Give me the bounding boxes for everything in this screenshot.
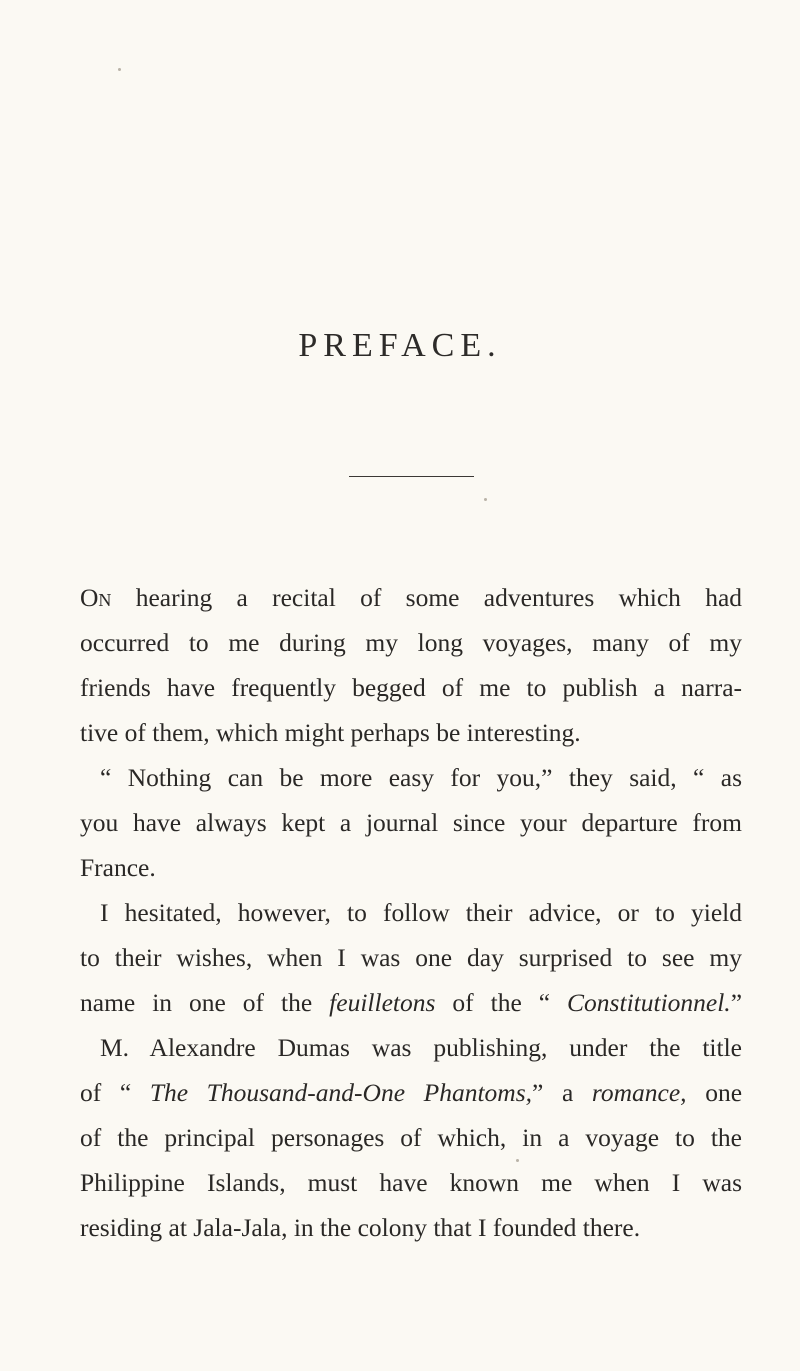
italic-term: Constitutionnel. (567, 988, 731, 1017)
line-text: of “ (80, 1078, 132, 1107)
text-line: of the principal personages of which, in a voyage to the (80, 1123, 742, 1152)
paper-speck (118, 68, 121, 71)
paragraph-4 (80, 1025, 742, 1250)
paragraph-3 (80, 890, 742, 1025)
line-text: one (705, 1078, 743, 1107)
line-text: ” (730, 988, 743, 1017)
paper-speck (516, 1159, 519, 1162)
opening-word: On (80, 583, 112, 612)
text-line (80, 980, 742, 1025)
text-line: tive of them, which might perhaps be interesting. (80, 718, 581, 747)
text-line: “ Nothing can be more easy for you,” they said, “ as (100, 763, 742, 792)
title-divider (349, 476, 474, 477)
text-line: residing at Jala-Jala, in the colony that I founded there. (80, 1213, 641, 1242)
text-line (80, 575, 742, 620)
page-title: PREFACE. (298, 327, 502, 364)
line-text: ” a (532, 1078, 574, 1107)
italic-term: romance, (591, 1078, 687, 1107)
italic-term: The Thousand-and-One Phantoms, (149, 1078, 533, 1107)
preface-body (80, 575, 742, 1250)
text-line: occurred to me during my long voyages, many of my (80, 628, 742, 657)
italic-term: feuilletons (329, 988, 436, 1017)
text-line: to their wishes, when I was one day surprised to see my (80, 943, 742, 972)
line-text: of the “ (452, 988, 551, 1017)
text-line: you have always kept a journal since your departure from (80, 808, 742, 837)
text-line: friends have frequently begged of me to publish a narra- (80, 673, 742, 702)
paragraph-2 (80, 755, 742, 890)
text-line: France. (80, 853, 156, 882)
text-line: I hesitated, however, to follow their advice, or to yield (100, 898, 742, 927)
line-text: hearing a recital of some adventures which had (135, 583, 743, 612)
text-line: Philippine Islands, must have known me when I was (80, 1168, 742, 1197)
text-line (80, 1070, 742, 1115)
paper-speck (484, 498, 487, 501)
text-line: M. Alexandre Dumas was publishing, under the title (100, 1033, 742, 1062)
paragraph-1 (80, 575, 742, 755)
line-text: name in one of the (80, 988, 313, 1017)
